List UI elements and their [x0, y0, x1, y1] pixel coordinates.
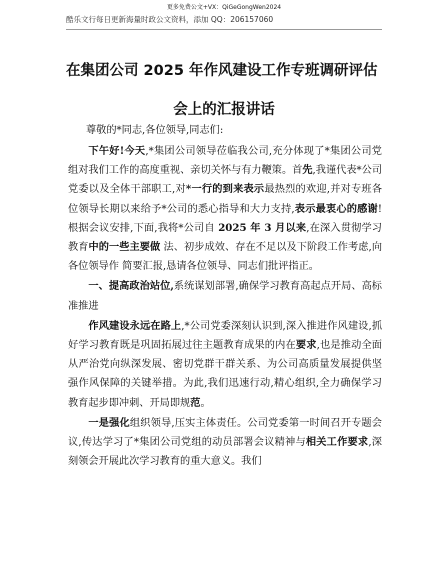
paragraph-leadership — [68, 414, 382, 472]
text-run: 最热烈的欢迎,并对专班各位领导长期以来给予*公司的悉心指导和大力支持, — [68, 184, 383, 215]
text-run: ,在深入贯彻学习教育 — [68, 222, 382, 254]
text-run: 先 — [302, 164, 313, 177]
text-run: !根据会议安排,下面,我将*公司自 — [68, 203, 382, 234]
text-run: 要求 — [295, 339, 317, 352]
document-title: 在集团公司 2025 年作风建设工作专班调研评估 — [66, 63, 378, 79]
section-heading-1 — [68, 277, 382, 315]
paragraph-work-style — [68, 317, 382, 413]
text-run: ,也是推动全面从严治党向纵深发展、密切党群干群关系、为公司高质量发展提供坚强作风保障的关键举措。为此,我们迅速行动,精心组织,全力确保学习教育起步即冲刺、开局即规 — [68, 340, 382, 409]
text-run: *一行的到来表示 — [185, 183, 265, 196]
text-run: 表示最衷心的感谢 — [294, 202, 378, 215]
greeting: 尊敬的*同志,各位领导,同志们: — [86, 125, 224, 136]
paragraph-opening — [68, 142, 382, 276]
text-run: 范 — [190, 396, 201, 409]
body-text — [68, 142, 382, 471]
text-run: ,*集团公司领导莅临我公司,充分体现了*集团公司党组对我们工作的高度重视、亲切关怀与有力鞭策。首 — [68, 146, 382, 177]
text-run: 中的一些主要做 — [88, 241, 161, 254]
text-run: 一、提高政治站位, — [88, 280, 174, 293]
text-run: ,我谨代表*公司党委以及全体干部职工,对 — [68, 165, 383, 196]
top-banner: 更多免费公文+VX：QiGeGongWen2024 — [166, 4, 282, 11]
text-run: 系统谋划部署,确保学习教育高起点开局、高标准推进 — [68, 281, 382, 312]
text-run: ,*公司党委深刻认识到,深入推进作风建设,抓好学习教育既是巩固拓展过往主题教育成果的内在 — [68, 320, 383, 352]
text-run: 组织领导,压实主体责任。公司党委第一时间召开专题会议,传达学习了*集团公司党组的动员部署会议精神与 — [68, 417, 382, 449]
text-run: 2025 年 3 月以来 — [218, 221, 307, 234]
text-run: 。 — [200, 397, 211, 409]
text-run: ,深刻领会开展此次学习教育的重大意义。我们 — [68, 437, 382, 468]
text-run: 作风建设永远在路上 — [88, 319, 182, 332]
header-note: 酷乐文行每日更新海量时政公文资料，添加 QQ：206157060 — [66, 15, 274, 24]
text-run: 一是强化 — [88, 416, 130, 429]
document-subtitle: 会上的汇报讲话 — [173, 102, 275, 118]
text-run: 相关工作要求 — [305, 436, 369, 449]
header-divider — [66, 29, 382, 30]
text-run: 下午好!今天 — [88, 145, 146, 157]
text-run: 法、初步成效、存在不足以及下阶段工作考虑,向各位领导作 简要汇报,恳请各位领导、同志们批评指正。 — [68, 242, 383, 273]
